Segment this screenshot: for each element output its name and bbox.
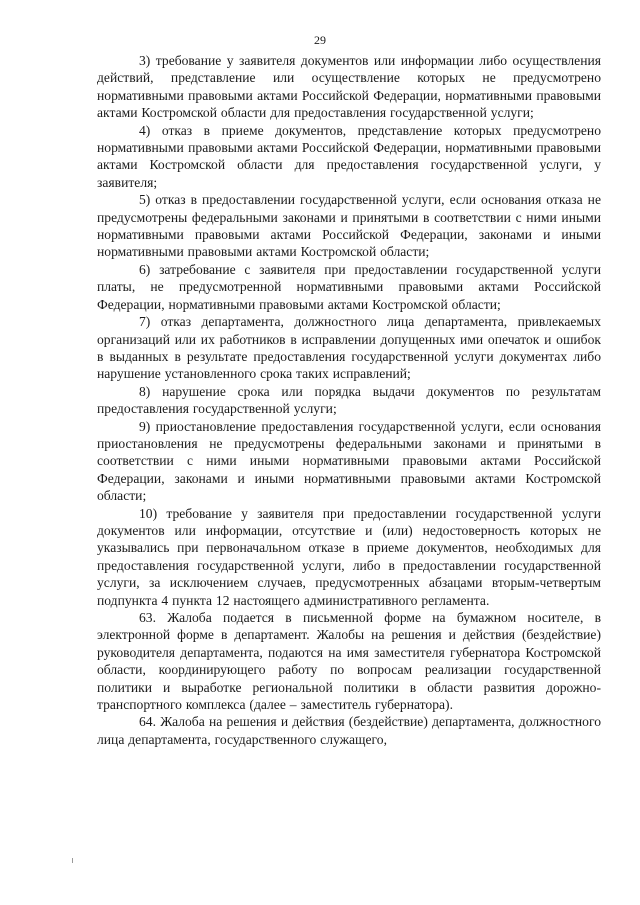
- paragraph-item-10: 10) требование у заявителя при предоставлении государственной услуги документов или информации, отсутствие и (или) недостоверность которых не указывались при первоначальном отказе в приеме документов, необходимых для предоставления государственной услуги, либо в предоставлении государственной услуги, за исключением случаев, предусмотренных абзацами вторым-четвертым подпункта 4 пункта 12 настоящего административного регламента.: [97, 505, 601, 608]
- paragraph-item-9: 9) приостановление предоставления государственной услуги, если основания приостановления не предусмотрены федеральными законами и принятыми в соответствии с ними иными нормативными правовыми актами Российской Федерации, законами и иными нормативными правовыми актами Костромской области;: [97, 418, 601, 504]
- paragraph-item-4: 4) отказ в приеме документов, представление которых предусмотрено нормативными правовыми актами Российской Федерации, нормативными правовыми актами Костромской области для предоставления государственной услуги, у заявителя;: [97, 122, 601, 190]
- paragraph-item-7: 7) отказ департамента, должностного лица департамента, привлекаемых организаций или их работников в исправлении допущенных ими опечаток и ошибок в выданных в результате предоставления государственной услуги документах либо нарушение установленного срока таких исправлений;: [97, 314, 601, 382]
- paragraph-item-5: 5) отказ в предоставлении государственной услуги, если основания отказа не предусмотрены федеральными законами и принятыми в соответствии с ними иными нормативными правовыми актами Российской Федерации, законами и иными нормативными правовыми актами Костромской области;: [97, 192, 601, 260]
- scan-mark: [72, 858, 73, 863]
- document-body: [97, 52, 601, 748]
- paragraph-item-8: 8) нарушение срока или порядка выдачи документов по результатам предоставления государственной услуги;: [97, 383, 601, 417]
- paragraph-item-3: 3) требование у заявителя документов или информации либо осуществления действий, представление или осуществление которых не предусмотрено нормативными правовыми актами Российской Федерации, нормативными правовыми актами Костромской области для предоставления государственной услуги;: [97, 53, 601, 121]
- page-number: 29: [314, 33, 326, 47]
- paragraph-item-6: 6) затребование с заявителя при предоставлении государственной услуги платы, не предусмотренной нормативными правовыми актами Российской Федерации, нормативными правовыми актами Костромской области;: [97, 261, 601, 312]
- paragraph-clause-64: 64. Жалоба на решения и действия (бездействие) департамента, должностного лица департамента, государственного служащего,: [97, 714, 601, 747]
- paragraph-clause-63: 63. Жалоба подается в письменной форме на бумажном носителе, в электронной форме в департамент. Жалобы на решения и действия (бездействие) руководителя департамента, подаются на имя заместителя губернатора Костромской области, координирующего работу по вопросам реализации государственной политики и выработке региональной политики в области развития дорожно-транспортного комплекса (далее – заместитель губернатора).: [97, 610, 601, 713]
